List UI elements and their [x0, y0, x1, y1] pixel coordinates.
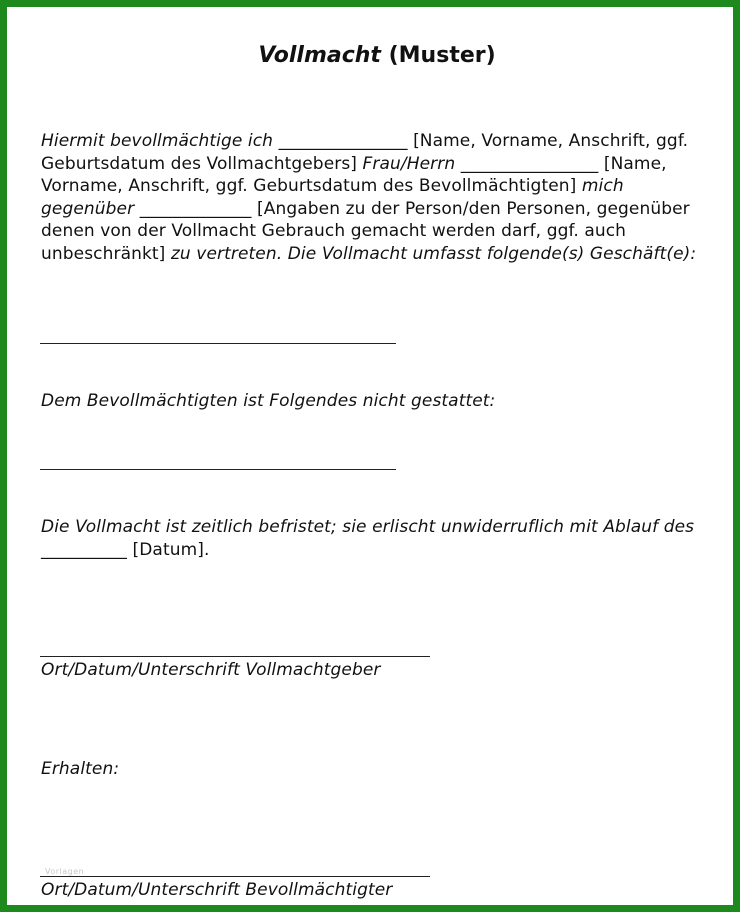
title-rest: (Muster) — [380, 43, 496, 68]
agent-signature-label: Ort/Datum/Unterschrift Bevollmächtigter — [41, 880, 393, 900]
para3-segment-1: Die Vollmacht ist zeitlich befristet; sie erlischt unwiderruflich mit Ablauf des — [41, 517, 695, 537]
grantor-signature-label: Ort/Datum/Unterschrift Vollmachtgeber — [41, 660, 381, 680]
authorization-paragraph — [41, 130, 721, 265]
para1-segment-1: Hiermit bevollmächtige ich — [41, 131, 274, 151]
para1-segment-5: mich gegenüber — [41, 176, 624, 219]
business-blank-line — [40, 343, 396, 344]
agent-signature-line — [40, 876, 430, 877]
para3-segment-2: __________ [Datum]. — [41, 539, 210, 560]
para1-segment-2: _______________ [Name, Vorname, Anschrift, ggf. Geburtsdatum des Vollmachtgebers] — [41, 131, 689, 174]
restrictions-label: Dem Bevollmächtigten ist Folgendes nicht gestattet: — [41, 391, 496, 411]
grantor-signature-line — [40, 656, 430, 657]
restrictions-blank-line — [40, 469, 396, 470]
para1-segment-4: ________________ [Name, Vorname, Anschrift, ggf. Geburtsdatum des Bevollmächtigten] — [41, 153, 667, 196]
received-label: Erhalten: — [41, 759, 120, 779]
document-title — [7, 43, 740, 68]
para1-segment-7: zu vertreten. Die Vollmacht umfasst folgende(s) Geschäft(e): — [170, 243, 697, 264]
watermark: Vorlagen — [45, 867, 85, 876]
para1-segment-3: Frau/Herrn — [362, 153, 456, 174]
para1-segment-6: _____________ [Angaben zu der Person/den Personen, gegenüber denen von der Vollmacht Gebrauch gemacht werden darf, ggf. auch unbeschränkt] — [41, 198, 690, 264]
title-italic: Vollmacht — [258, 43, 381, 68]
expiry-paragraph — [41, 516, 721, 561]
